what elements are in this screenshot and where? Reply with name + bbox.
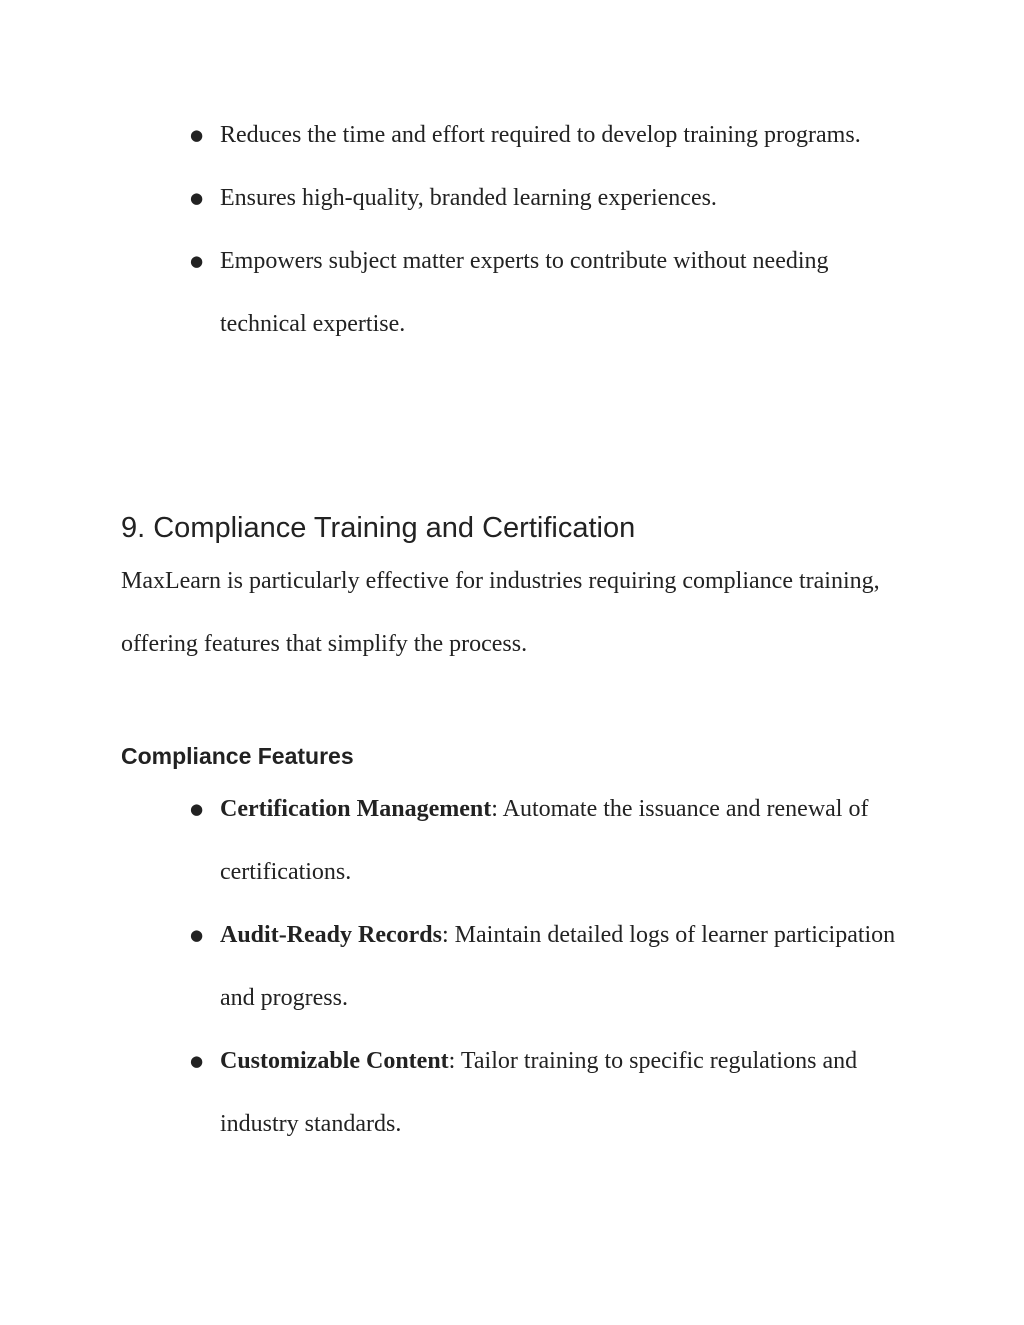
- list-item-text: Empowers subject matter experts to contribute without needing technical expertise.: [220, 248, 829, 337]
- compliance-features-list: [190, 778, 900, 1156]
- bullet-icon: ●: [190, 252, 204, 270]
- list-item: [190, 778, 900, 904]
- list-item-text: Reduces the time and effort required to develop training programs.: [220, 122, 861, 148]
- bullet-icon: ●: [190, 926, 204, 944]
- section-heading: 9. Compliance Training and Certification: [121, 512, 636, 544]
- bullet-icon: ●: [190, 1052, 204, 1070]
- section-intro-paragraph: MaxLearn is particularly effective for industries requiring compliance training, offering features that simplify the process.: [121, 568, 880, 657]
- list-item: [190, 104, 900, 167]
- bullet-icon: ●: [190, 800, 204, 818]
- list-item: [190, 904, 900, 1030]
- feature-description: : Automate the issuance and renewal of certifications.: [220, 796, 869, 885]
- list-item: [190, 1030, 900, 1156]
- feature-description: : Maintain detailed logs of learner participation and progress.: [220, 922, 896, 1011]
- feature-description: : Tailor training to specific regulations and industry standards.: [220, 1048, 858, 1137]
- bullet-icon: ●: [190, 126, 204, 144]
- feature-term: Customizable Content: [220, 1048, 449, 1074]
- feature-term: Certification Management: [220, 796, 492, 822]
- feature-term: Audit-Ready Records: [220, 922, 442, 948]
- bullet-icon: ●: [190, 189, 204, 207]
- features-heading: Compliance Features: [121, 743, 354, 769]
- list-item-text: Ensures high-quality, branded learning experiences.: [220, 185, 717, 211]
- benefits-list: [190, 104, 900, 356]
- list-item: [190, 230, 900, 356]
- list-item: [190, 167, 900, 230]
